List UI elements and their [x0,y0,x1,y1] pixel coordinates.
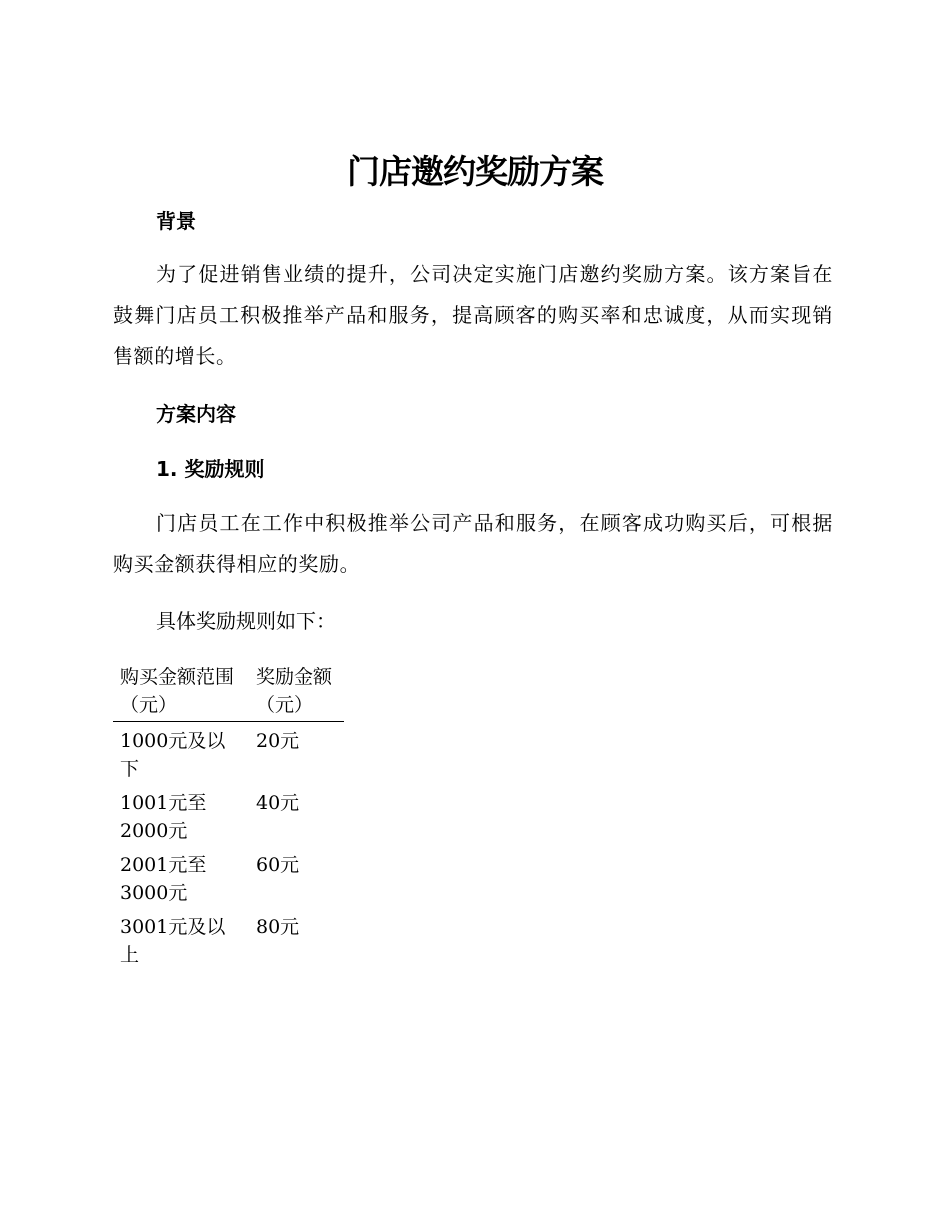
purchase-range-cell: 3001元及以上 [120,916,226,966]
document-title: 门店邀约奖励方案 [347,152,603,191]
reward-amount-cell: 60元 [256,854,300,876]
background-heading: 背景 [156,209,196,233]
purchase-range-cell: 1001元至2000元 [120,792,207,842]
reward-amount-cell: 20元 [256,730,300,752]
table-row [113,784,344,846]
table-row [113,722,344,785]
header-purchase-range: 购买金额范围（元） [113,663,249,722]
purchase-range-cell: 1000元及以下 [120,730,226,780]
rules-paragraph: 门店员工在工作中积极推举公司产品和服务，在顾客成功购买后，可根据购买金额获得相应的奖励。 [113,511,833,576]
table-row [113,908,344,970]
rules-intro: 具体奖励规则如下： [156,609,336,633]
purchase-range-cell: 2001元至3000元 [120,854,207,904]
rules-heading: 1. 奖励规则 [156,457,265,481]
reward-amount-cell: 40元 [256,792,300,814]
plan-heading: 方案内容 [156,402,236,426]
reward-table [113,663,344,970]
header-reward-amount: 奖励金额（元） [249,663,344,722]
table-header-row [113,663,344,722]
background-paragraph: 为了促进销售业绩的提升，公司决定实施门店邀约奖励方案。该方案旨在鼓舞门店员工积极推举产品和服务，提高顾客的购买率和忠诚度，从而实现销售额的增长。 [113,262,833,368]
reward-amount-cell: 80元 [256,916,300,938]
table-row [113,846,344,908]
